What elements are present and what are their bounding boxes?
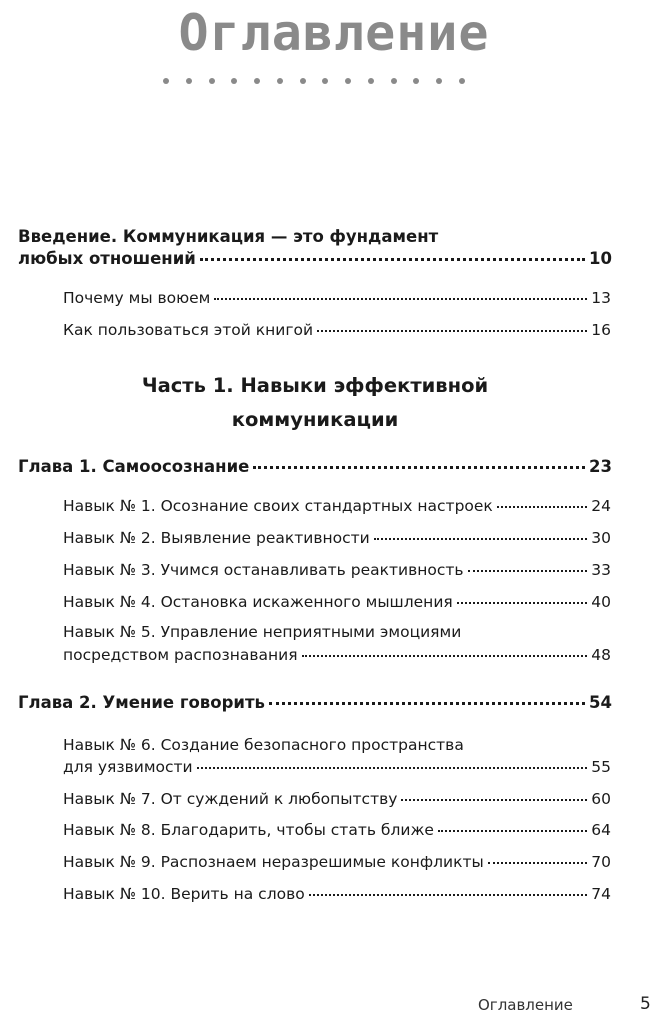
toc-entry-label: Навык № 4. Остановка искаженного мышления	[63, 593, 453, 611]
part-heading-line1: Часть 1. Навыки эффективной	[141, 374, 489, 397]
dot-leader	[253, 466, 585, 469]
toc-page-number: 16	[591, 321, 611, 339]
dot-leader	[302, 655, 588, 657]
toc-page-number: 60	[591, 790, 611, 808]
running-footer: Оглавление	[478, 996, 573, 1014]
dot-leader	[269, 702, 585, 705]
toc-entry-label: Навык № 10. Верить на слово	[63, 885, 305, 903]
toc-entry-label: посредством распознавания	[63, 646, 298, 664]
ornament-dot	[322, 78, 328, 84]
toc-skill-9[interactable]	[63, 852, 611, 872]
ornament-dot	[368, 78, 374, 84]
toc-skill-10[interactable]	[63, 884, 611, 904]
toc-entry-label: Навык № 7. От суждений к любопытству	[63, 790, 398, 808]
toc-page-number: 70	[591, 853, 611, 871]
toc-page-number: 40	[591, 593, 611, 611]
dot-leader	[438, 830, 587, 832]
dot-leader	[200, 258, 585, 261]
toc-page-number: 23	[589, 457, 612, 476]
dot-leader	[309, 894, 588, 896]
ornament-dot	[413, 78, 419, 84]
ornament-dot	[277, 78, 283, 84]
title-dot-ornament	[163, 78, 465, 84]
toc-skill-2[interactable]	[63, 528, 611, 548]
toc-entry-label: для уязвимости	[63, 758, 193, 776]
dot-leader	[488, 862, 588, 864]
dot-leader	[214, 298, 587, 300]
toc-skill-4[interactable]	[63, 592, 611, 612]
ornament-dot	[459, 78, 465, 84]
ornament-dot	[163, 78, 169, 84]
toc-entry-why-we-fight[interactable]	[63, 288, 611, 308]
toc-skill-5-line1[interactable]: Навык № 5. Управление неприятными эмоциями	[63, 623, 462, 641]
toc-entry-label: Навык № 3. Учимся останавливать реактивность	[63, 561, 464, 579]
toc-entry-how-to-use-book[interactable]	[63, 320, 611, 340]
toc-page-number: 55	[591, 758, 611, 776]
toc-page-number: 10	[589, 249, 612, 268]
dot-leader	[457, 602, 588, 604]
ornament-dot	[391, 78, 397, 84]
ornament-dot	[254, 78, 260, 84]
ornament-dot	[231, 78, 237, 84]
toc-entry-label: Навык № 1. Осознание своих стандартных настроек	[63, 497, 493, 515]
toc-entry-label: Навык № 9. Распознаем неразрешимые конфликты	[63, 853, 484, 871]
toc-page-number: 13	[591, 289, 611, 307]
dot-leader	[468, 570, 588, 572]
toc-skill-7[interactable]	[63, 789, 611, 809]
toc-chapter-2[interactable]	[18, 693, 612, 713]
ornament-dot	[345, 78, 351, 84]
page-title: Оглавление	[178, 4, 490, 62]
dot-leader	[497, 506, 587, 508]
toc-entry-label: Навык № 2. Выявление реактивности	[63, 529, 370, 547]
ornament-dot	[186, 78, 192, 84]
toc-skill-6[interactable]	[63, 757, 611, 777]
toc-chapter-label: Глава 2. Умение говорить	[18, 693, 265, 712]
toc-skill-8[interactable]	[63, 820, 611, 840]
toc-page-number: 74	[591, 885, 611, 903]
ornament-dot	[300, 78, 306, 84]
toc-page-number: 24	[591, 497, 611, 515]
ornament-dot	[209, 78, 215, 84]
toc-intro-title-line1[interactable]: Введение. Коммуникация — это фундамент	[18, 227, 439, 246]
toc-skill-1[interactable]	[63, 496, 611, 516]
toc-entry-label: Навык № 8. Благодарить, чтобы стать ближе	[63, 821, 434, 839]
toc-intro-title-line2: любых отношений	[18, 249, 196, 268]
dot-leader	[401, 799, 587, 801]
dot-leader	[317, 330, 587, 332]
page-number: 5	[640, 994, 651, 1014]
toc-skill-3[interactable]	[63, 560, 611, 580]
toc-page-number: 48	[591, 646, 611, 664]
toc-page-number: 33	[591, 561, 611, 579]
toc-intro-entry[interactable]	[18, 249, 612, 269]
toc-entry-label: Почему мы воюем	[63, 289, 211, 307]
part-heading-line2: коммуникации	[231, 408, 399, 431]
toc-chapter-1[interactable]	[18, 457, 612, 477]
toc-page-number: 64	[591, 821, 611, 839]
toc-chapter-label: Глава 1. Самоосознание	[18, 457, 250, 476]
toc-skill-6-line1[interactable]: Навык № 6. Создание безопасного пространства	[63, 736, 464, 754]
toc-entry-label: Как пользоваться этой книгой	[63, 321, 314, 339]
toc-page-number: 54	[589, 693, 612, 712]
toc-page-number: 30	[591, 529, 611, 547]
dot-leader	[197, 767, 588, 769]
toc-skill-5[interactable]	[63, 645, 611, 665]
ornament-dot	[436, 78, 442, 84]
dot-leader	[374, 538, 588, 540]
